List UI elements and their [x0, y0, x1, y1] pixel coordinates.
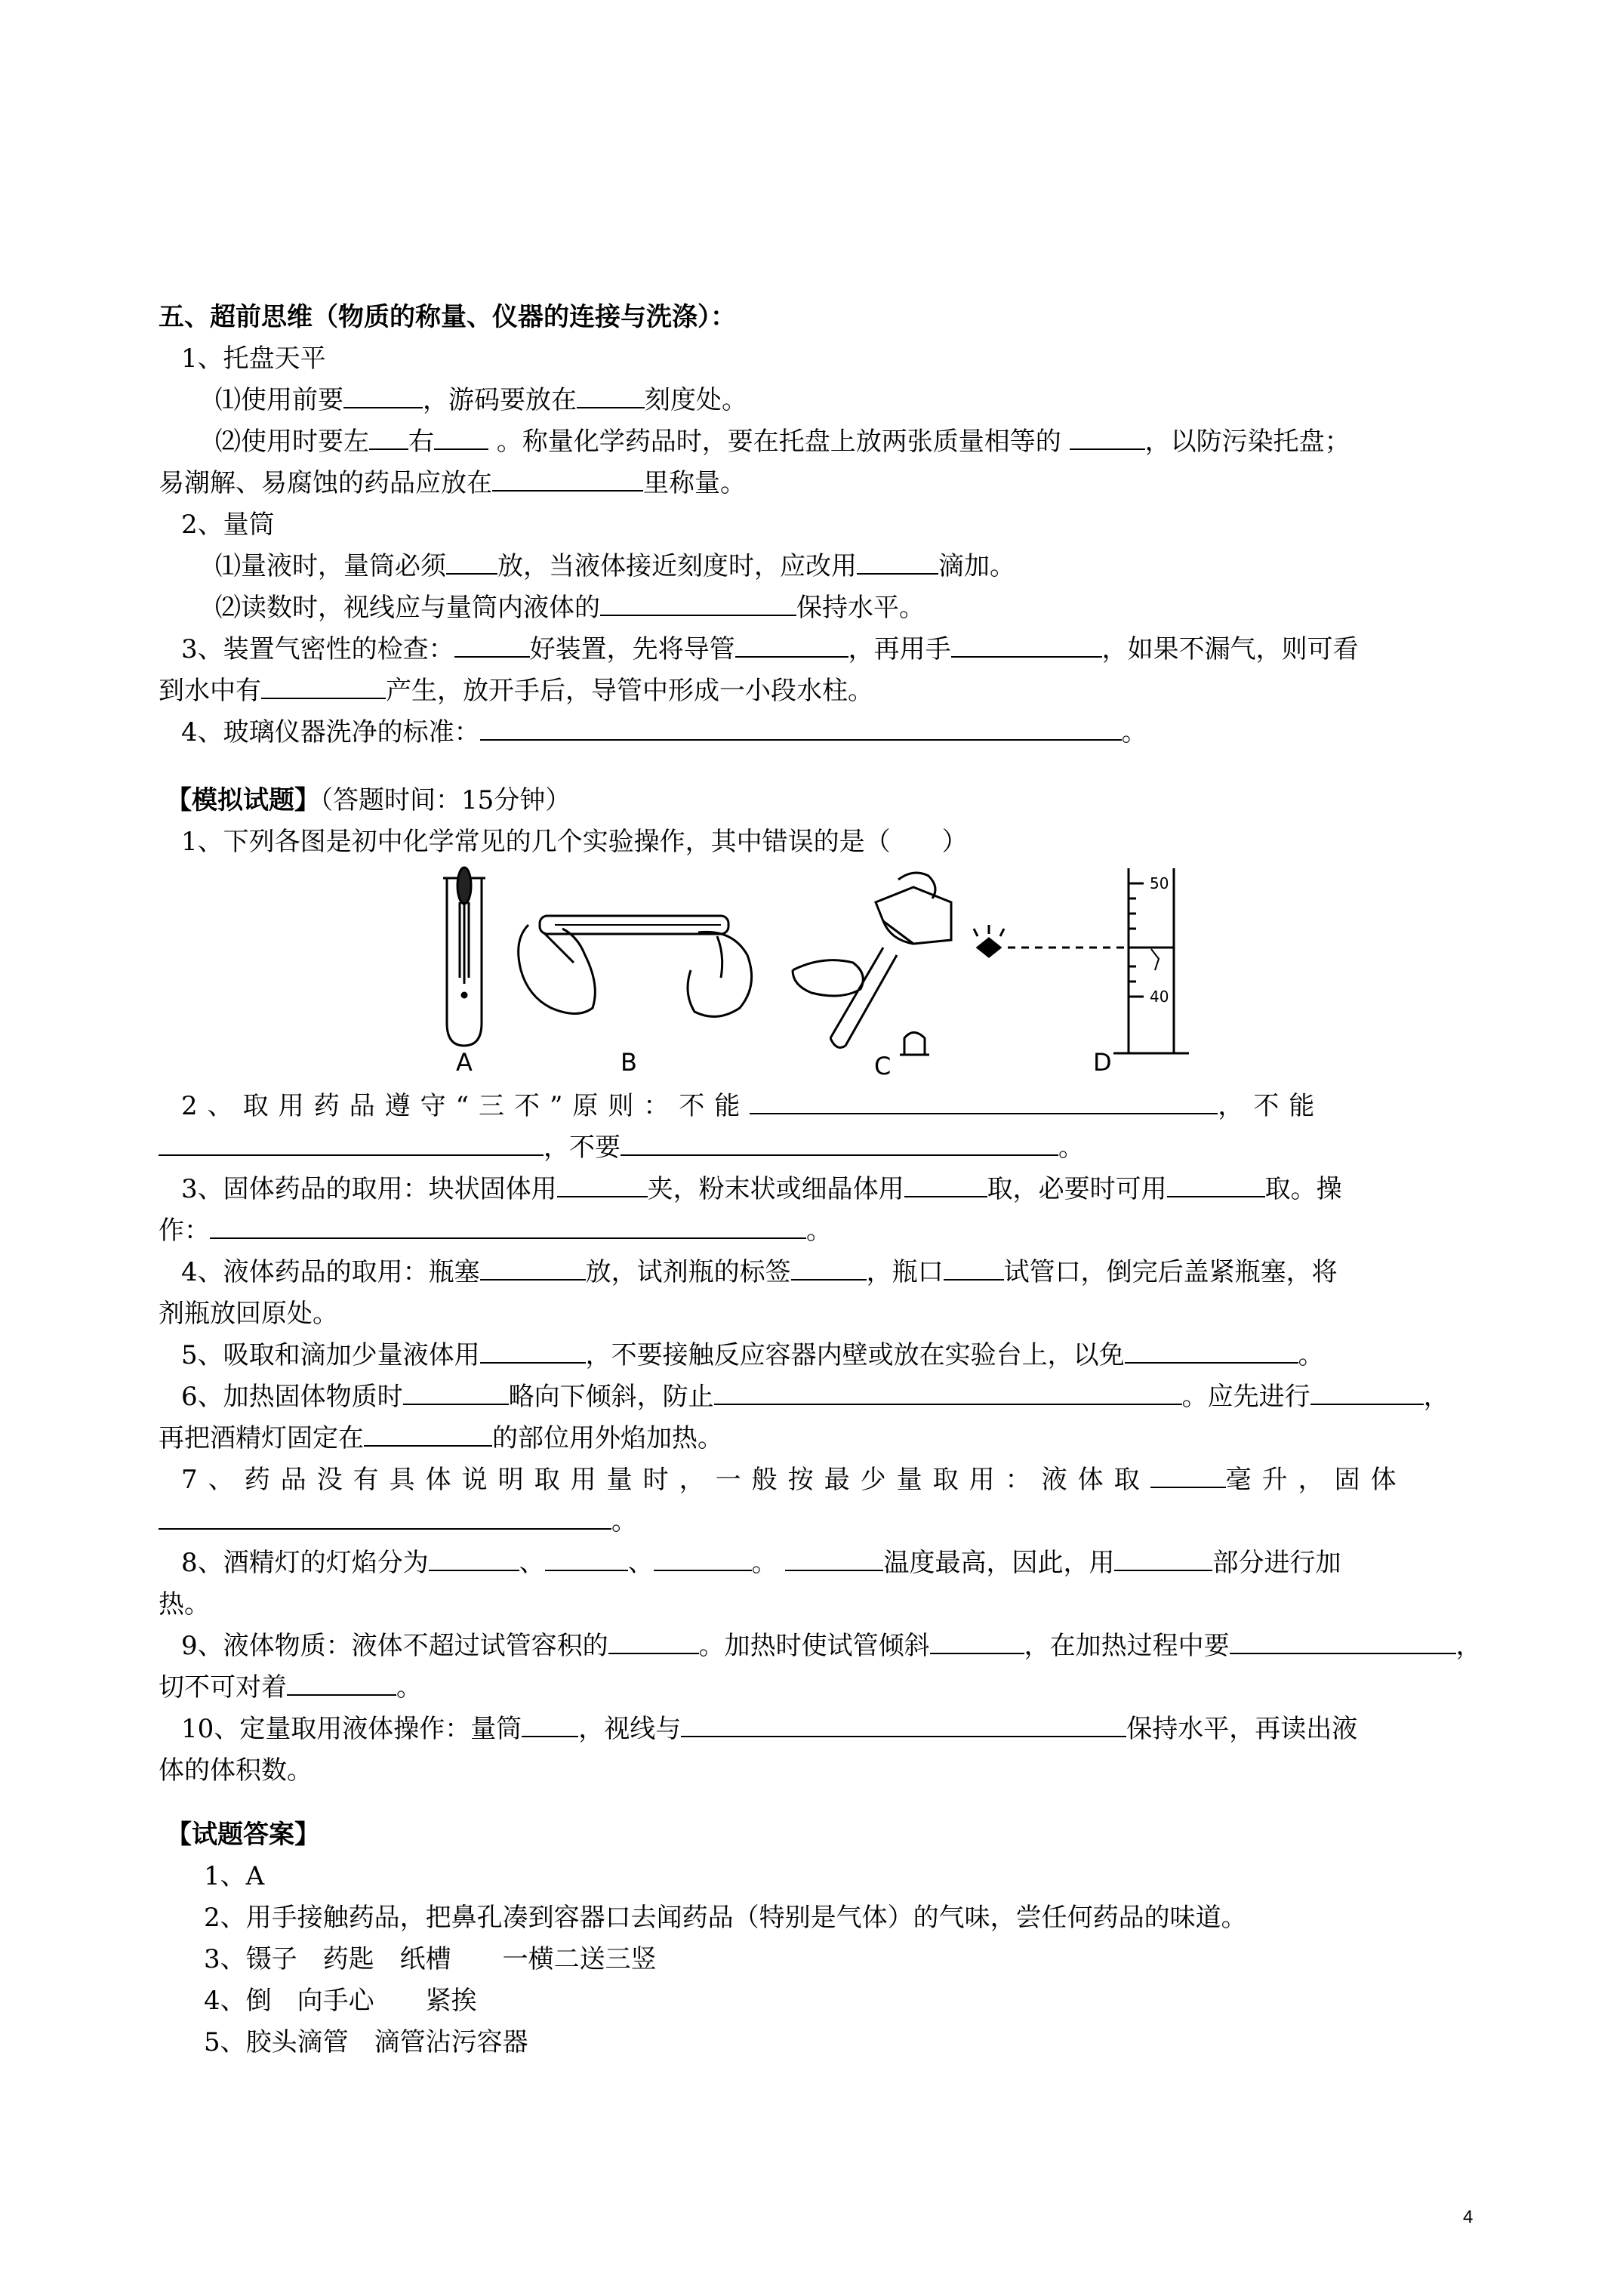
section-title: 五、超前思维（物质的称量、仪器的连接与洗涤）： [159, 302, 736, 332]
figure-d-cylinder-icon [974, 868, 1189, 1053]
figure-c-pouring-icon [793, 873, 951, 1055]
answer-2: 2、用手接触药品，把鼻孔凑到容器口去闻药品（特别是气体）的气味，尝任何药品的味道。 [204, 1903, 1247, 1933]
blank[interactable] [403, 1379, 509, 1405]
text: ⑵使用时要左 [215, 427, 369, 457]
text: ⑴使用前要 [215, 385, 343, 415]
blank[interactable] [621, 1130, 1058, 1156]
question-10 [181, 1712, 1357, 1746]
blank[interactable] [545, 1546, 628, 1571]
blank[interactable] [492, 466, 643, 492]
text: 放，试剂瓶的标签 [585, 1257, 791, 1287]
blank[interactable] [434, 424, 488, 450]
question-6 [181, 1379, 1449, 1414]
text: 。应先进行 [1181, 1382, 1310, 1412]
blank[interactable] [904, 1172, 987, 1197]
question-7b [159, 1504, 637, 1539]
text: 。称量化学药品时，要在托盘上放两张质量相等的 [496, 427, 1061, 457]
blank[interactable] [159, 1130, 544, 1156]
blank[interactable] [446, 549, 497, 575]
text: ⑴量液时，量筒必须 [215, 551, 446, 581]
text: 4、玻璃仪器洗净的标准： [181, 717, 480, 747]
blank[interactable] [343, 383, 423, 408]
text: 毫升，固体 [1225, 1465, 1407, 1495]
text: 产生，放开手后，导管中形成一小段水柱。 [386, 676, 873, 706]
text: 好装置，先将导管 [529, 634, 735, 664]
page-number: 4 [1463, 2207, 1474, 2227]
blank[interactable] [930, 1629, 1024, 1654]
text: ，不能 [1218, 1091, 1325, 1121]
text: ，不要接触反应容器内壁或放在实验台上，以免 [585, 1340, 1125, 1370]
text: ，再用手 [848, 634, 951, 664]
blank[interactable] [654, 1546, 752, 1571]
text: 夹，粉末状或细晶体用 [647, 1174, 904, 1204]
question-2 [181, 1089, 1324, 1123]
figure-a-dropper-icon [443, 868, 485, 1046]
text: 9、液体物质：液体不超过试管容积的 [181, 1631, 608, 1661]
blank[interactable] [454, 632, 530, 658]
text: 温度最高，因此，用 [883, 1548, 1115, 1578]
answers-title: 【试题答案】 [166, 1820, 320, 1850]
text: 。 [1298, 1340, 1324, 1370]
text: ，以防污染托盘； [1144, 427, 1350, 457]
blank[interactable] [785, 1546, 883, 1571]
item-cylinder-1 [215, 549, 1015, 584]
text: ，瓶口 [866, 1257, 944, 1287]
text: 刻度处。 [645, 385, 747, 415]
item-balance-2b [159, 466, 746, 501]
blank[interactable] [1230, 1629, 1456, 1654]
text: 试管口，倒完后盖紧瓶塞，将 [1003, 1257, 1338, 1287]
question-6b [159, 1421, 723, 1456]
item-cylinder-heading: 2、量筒 [181, 510, 275, 540]
answer-4: 4、倒 向手心 紧挨 [204, 1986, 477, 2016]
blank[interactable] [480, 715, 1122, 741]
text: 8、酒精灯的灯焰分为 [181, 1548, 429, 1578]
question-4b: 剂瓶放回原处。 [159, 1299, 338, 1329]
text: 3、装置气密性的检查： [181, 634, 454, 664]
text: 4、液体药品的取用：瓶塞 [181, 1257, 480, 1287]
text: ⑵读数时，视线应与量筒内液体的 [215, 593, 600, 623]
blank[interactable] [287, 1670, 396, 1696]
blank[interactable] [1070, 424, 1145, 450]
text: 10、定量取用液体操作：量筒 [181, 1714, 522, 1744]
text: 。 [751, 1548, 778, 1578]
blank[interactable] [735, 632, 848, 658]
blank[interactable] [480, 1255, 586, 1281]
figure-b-hands-tube-icon [519, 916, 752, 1016]
blank[interactable] [714, 1379, 1182, 1405]
blank[interactable] [261, 673, 386, 699]
blank[interactable] [364, 1421, 492, 1447]
blank[interactable] [1310, 1379, 1424, 1405]
experiment-figures [430, 857, 1230, 1076]
question-3 [181, 1172, 1342, 1207]
text: 3、固体药品的取用：块状固体用 [181, 1174, 557, 1204]
blank[interactable] [1150, 1462, 1226, 1488]
item-balance-1 [215, 383, 747, 418]
blank[interactable] [857, 549, 938, 575]
question-9b [159, 1670, 422, 1705]
text: 。 [1121, 717, 1147, 747]
text: 滴加。 [938, 551, 1015, 581]
item-airtight [181, 632, 1359, 667]
text: ，不要 [544, 1133, 621, 1163]
text: 再把酒精灯固定在 [159, 1423, 364, 1453]
text: ， [1455, 1631, 1482, 1661]
text: 里称量。 [643, 468, 746, 498]
question-8b: 热。 [159, 1589, 210, 1620]
blank[interactable] [951, 632, 1102, 658]
text: 、 [519, 1548, 545, 1578]
text: 。 [396, 1672, 422, 1703]
text: 右 [408, 427, 434, 457]
text: 取，必要时可用 [987, 1174, 1167, 1204]
cylinder-tick-label: 50 [1150, 874, 1169, 892]
blank[interactable] [750, 1089, 1218, 1114]
blank[interactable] [944, 1255, 1004, 1281]
blank[interactable] [1167, 1172, 1265, 1197]
question-9 [181, 1629, 1482, 1663]
text: 7、药品没有具体说明取用量时，一般按最少量取用：液体取 [181, 1465, 1150, 1495]
item-balance-heading: 1、托盘天平 [181, 344, 326, 374]
question-7 [181, 1462, 1407, 1497]
item-cylinder-2 [215, 590, 925, 625]
text: 取。操 [1264, 1174, 1342, 1204]
text: 、 [627, 1548, 654, 1578]
text: 。 [611, 1506, 637, 1536]
blank[interactable] [480, 1338, 586, 1364]
figure-label-b: B [621, 1048, 637, 1077]
question-5 [181, 1338, 1324, 1373]
text: 。加热时使试管倾斜 [698, 1631, 930, 1661]
text: 放，当液体接近刻度时，应改用 [497, 551, 857, 581]
figure-label-a: A [456, 1048, 473, 1077]
question-3b [159, 1213, 832, 1248]
text: ，游码要放在 [423, 385, 577, 415]
blank[interactable] [791, 1255, 867, 1281]
text: 略向下倾斜，防止 [508, 1382, 714, 1412]
text: 5、吸取和滴加少量液体用 [181, 1340, 480, 1370]
text: 作： [159, 1216, 210, 1246]
text: 易潮解、易腐蚀的药品应放在 [159, 468, 492, 498]
question-4 [181, 1255, 1338, 1290]
cylinder-tick-label: 40 [1150, 988, 1169, 1006]
blank[interactable] [1125, 1338, 1298, 1364]
blank[interactable] [1114, 1546, 1212, 1571]
blank[interactable] [429, 1546, 519, 1571]
item-balance-2 [215, 424, 1350, 459]
mock-time: （答题时间：15分钟） [320, 785, 571, 815]
text: 2、取用药品遵守“三不”原则：不能 [181, 1091, 750, 1121]
blank[interactable] [369, 424, 408, 450]
mock-title: 【模拟试题】 [166, 785, 320, 815]
answer-1: 1、A [204, 1861, 265, 1891]
text: ，视线与 [578, 1714, 682, 1744]
text: 。 [1058, 1133, 1084, 1163]
text: ，如果不漏气，则可看 [1101, 634, 1359, 664]
text: 的部位用外焰加热。 [492, 1423, 723, 1453]
item-airtight-b [159, 673, 873, 708]
question-8 [181, 1546, 1341, 1580]
blank[interactable] [159, 1504, 611, 1530]
text: 保持水平，再读出液 [1126, 1714, 1358, 1744]
blank[interactable] [681, 1712, 1126, 1737]
question-10b: 体的体积数。 [159, 1755, 313, 1786]
text: 切不可对着 [159, 1672, 287, 1703]
blank[interactable] [608, 1629, 699, 1654]
blank[interactable] [522, 1712, 578, 1737]
text: 6、加热固体物质时 [181, 1382, 403, 1412]
mock-heading [166, 783, 571, 818]
figure-label-c: C [874, 1052, 892, 1080]
text: ， [1423, 1382, 1449, 1412]
question-2b [159, 1130, 1084, 1165]
text: 。 [806, 1216, 832, 1246]
blank[interactable] [210, 1213, 806, 1239]
answer-5: 5、胶头滴管 滴管沾污容器 [204, 2027, 528, 2057]
text: 到水中有 [159, 676, 261, 706]
blank[interactable] [600, 590, 796, 616]
question-1: 1、下列各图是初中化学常见的几个实验操作，其中错误的是（ ） [181, 827, 968, 857]
blank[interactable] [557, 1172, 648, 1197]
blank[interactable] [577, 383, 645, 408]
figure-label-d: D [1093, 1048, 1112, 1077]
item-clean [181, 715, 1147, 750]
text: 部分进行加 [1212, 1548, 1341, 1578]
answer-3: 3、镊子 药匙 纸槽 一横二送三竖 [204, 1944, 657, 1974]
text: 保持水平。 [796, 593, 925, 623]
text: ，在加热过程中要 [1024, 1631, 1230, 1661]
